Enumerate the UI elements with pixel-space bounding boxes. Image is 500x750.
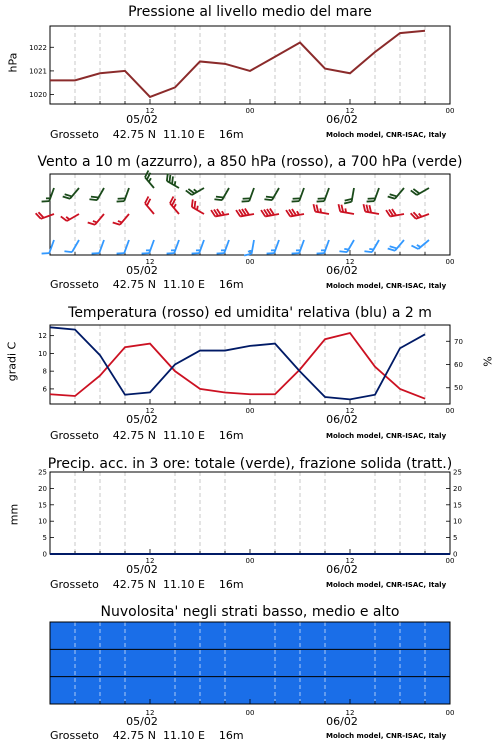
cloud-cell: [50, 622, 76, 649]
wind-xtick-label: 12: [145, 258, 155, 266]
cloud-cell: [50, 649, 76, 676]
precip-xtick-label: 00: [245, 557, 255, 565]
precip-title: Precip. acc. in 3 ore: totale (verde), frazione solida (tratt.): [47, 456, 453, 472]
wind-date-label: 05/02: [126, 264, 158, 277]
humidity-ylabel: %: [481, 356, 495, 367]
cloud-credit: Moloch model, CNR-ISAC, Italy: [326, 732, 447, 740]
cloud-cell: [150, 622, 176, 649]
wind-credit: Moloch model, CNR-ISAC, Italy: [326, 282, 447, 290]
cloud-cell: [400, 649, 426, 676]
cloud-cell: [425, 677, 451, 704]
pressure-xtick-label: 12: [145, 107, 155, 115]
cloud-xtick-label: 12: [145, 709, 155, 717]
cloud-cell: [200, 622, 226, 649]
precip-xtick-label: 12: [145, 557, 155, 565]
cloud-cell: [325, 622, 351, 649]
precip-credit: Moloch model, CNR-ISAC, Italy: [326, 581, 447, 589]
precip-ytick-label-right: 20: [453, 484, 462, 493]
cloud-cell: [175, 622, 201, 649]
cloud-cell: [350, 677, 376, 704]
cloud-cell: [400, 622, 426, 649]
cloud-cell: [250, 677, 276, 704]
cloud-cell: [375, 677, 401, 704]
cloud-cell: [100, 649, 126, 676]
cloud-cell: [200, 649, 226, 676]
temperature-ytick-label: 8: [42, 367, 47, 376]
precip-ytick-label-left: 25: [38, 468, 47, 477]
cloud-cell: [100, 622, 126, 649]
cloud-date-label: 05/02: [126, 715, 158, 728]
wind-title: Vento a 10 m (azzurro), a 850 hPa (rosso), a 700 hPa (verde): [37, 154, 463, 170]
cloud-cell: [375, 649, 401, 676]
pressure-date-label: 05/02: [126, 113, 158, 126]
wind-xtick-label: 00: [445, 258, 455, 266]
temperature-xtick-label: 12: [145, 407, 155, 415]
cloud-cell: [175, 677, 201, 704]
cloud-cell: [150, 677, 176, 704]
cloud-cell: [225, 622, 251, 649]
precip-xtick-label: 00: [445, 557, 455, 565]
precip-date-label: 05/02: [126, 563, 158, 576]
precip-ytick-label-right: 5: [453, 534, 458, 543]
temperature-xtick-label: 12: [345, 407, 355, 415]
precip-ytick-label-right: 0: [453, 550, 458, 559]
wind-location: Grosseto 42.75 N 11.10 E 16m: [50, 278, 244, 291]
cloud-cell: [350, 622, 376, 649]
precip-date-label: 06/02: [326, 563, 358, 576]
cloud-cell: [275, 677, 301, 704]
cloud-cell: [400, 677, 426, 704]
cloud-cell: [325, 649, 351, 676]
temperature-ytick-label: 10: [38, 349, 47, 358]
precip-ytick-label-left: 15: [38, 501, 47, 510]
precip-ytick-label-left: 5: [42, 534, 47, 543]
cloud-xtick-label: 00: [245, 709, 255, 717]
cloud-cell: [350, 649, 376, 676]
precip-ytick-label-left: 0: [42, 550, 47, 559]
cloud-cell: [300, 622, 326, 649]
cloud-cell: [425, 649, 451, 676]
wind-xtick-label: 12: [345, 258, 355, 266]
cloud-cell: [200, 677, 226, 704]
cloud-date-label: 06/02: [326, 715, 358, 728]
cloud-cell: [75, 622, 101, 649]
cloud-cell: [250, 622, 276, 649]
cloud-cell: [225, 677, 251, 704]
pressure-location: Grosseto 42.75 N 11.10 E 16m: [50, 128, 244, 141]
cloud-title: Nuvolosita' negli strati basso, medio e alto: [100, 604, 400, 620]
cloud-cell: [275, 622, 301, 649]
pressure-xtick-label: 00: [445, 107, 455, 115]
temperature-ytick-label: 12: [38, 332, 47, 341]
cloud-cell: [275, 649, 301, 676]
cloud-cell: [425, 622, 451, 649]
humidity-ytick-label: 70: [454, 337, 463, 346]
precip-xtick-label: 12: [345, 557, 355, 565]
cloud-xtick-label: 00: [445, 709, 455, 717]
pressure-ylabel: hPa: [6, 52, 20, 73]
pressure-xtick-label: 00: [245, 107, 255, 115]
cloud-cell: [325, 677, 351, 704]
wind-date-label: 06/02: [326, 264, 358, 277]
temperature-ytick-label: 6: [42, 385, 47, 394]
precip-ytick-label-right: 15: [453, 501, 462, 510]
cloud-cell: [75, 649, 101, 676]
cloud-cell: [225, 649, 251, 676]
cloud-cell: [125, 677, 151, 704]
cloud-cell: [375, 622, 401, 649]
temperature-ylabel: gradi C: [5, 341, 19, 382]
precip-ytick-label-right: 10: [453, 517, 462, 526]
precip-location: Grosseto 42.75 N 11.10 E 16m: [50, 578, 244, 591]
cloud-location: Grosseto 42.75 N 11.10 E 16m: [50, 729, 244, 742]
temperature-xtick-label: 00: [445, 407, 455, 415]
cloud-cell: [100, 677, 126, 704]
humidity-ytick-label: 60: [454, 361, 463, 369]
temperature-title: Temperatura (rosso) ed umidita' relativa (blu) a 2 m: [68, 305, 432, 321]
pressure-ytick-label: 1021: [29, 67, 47, 76]
cloud-cell: [50, 677, 76, 704]
cloud-cell: [150, 649, 176, 676]
precip-ytick-label-left: 10: [38, 517, 47, 526]
cloud-cell: [300, 677, 326, 704]
temperature-date-label: 05/02: [126, 413, 158, 426]
pressure-ytick-label: 1022: [29, 43, 47, 52]
cloud-xtick-label: 12: [345, 709, 355, 717]
precip-ylabel: mm: [7, 503, 21, 526]
pressure-title: Pressione al livello medio del mare: [128, 4, 372, 20]
cloud-cell: [175, 649, 201, 676]
cloud-cell: [250, 649, 276, 676]
temperature-xtick-label: 00: [245, 407, 255, 415]
temperature-location: Grosseto 42.75 N 11.10 E 16m: [50, 429, 244, 442]
cloud-cell: [125, 622, 151, 649]
precip-ytick-label-left: 20: [38, 484, 47, 493]
temperature-date-label: 06/02: [326, 413, 358, 426]
pressure-date-label: 06/02: [326, 113, 358, 126]
pressure-xtick-label: 12: [345, 107, 355, 115]
cloud-cell: [75, 677, 101, 704]
humidity-ytick-label: 50: [454, 384, 463, 393]
cloud-cell: [300, 649, 326, 676]
temperature-credit: Moloch model, CNR-ISAC, Italy: [326, 432, 447, 440]
wind-xtick-label: 00: [245, 258, 255, 266]
cloud-cell: [125, 649, 151, 676]
pressure-credit: Moloch model, CNR-ISAC, Italy: [326, 131, 447, 139]
precip-ytick-label-right: 25: [453, 468, 462, 477]
pressure-ytick-label: 1020: [29, 91, 47, 100]
